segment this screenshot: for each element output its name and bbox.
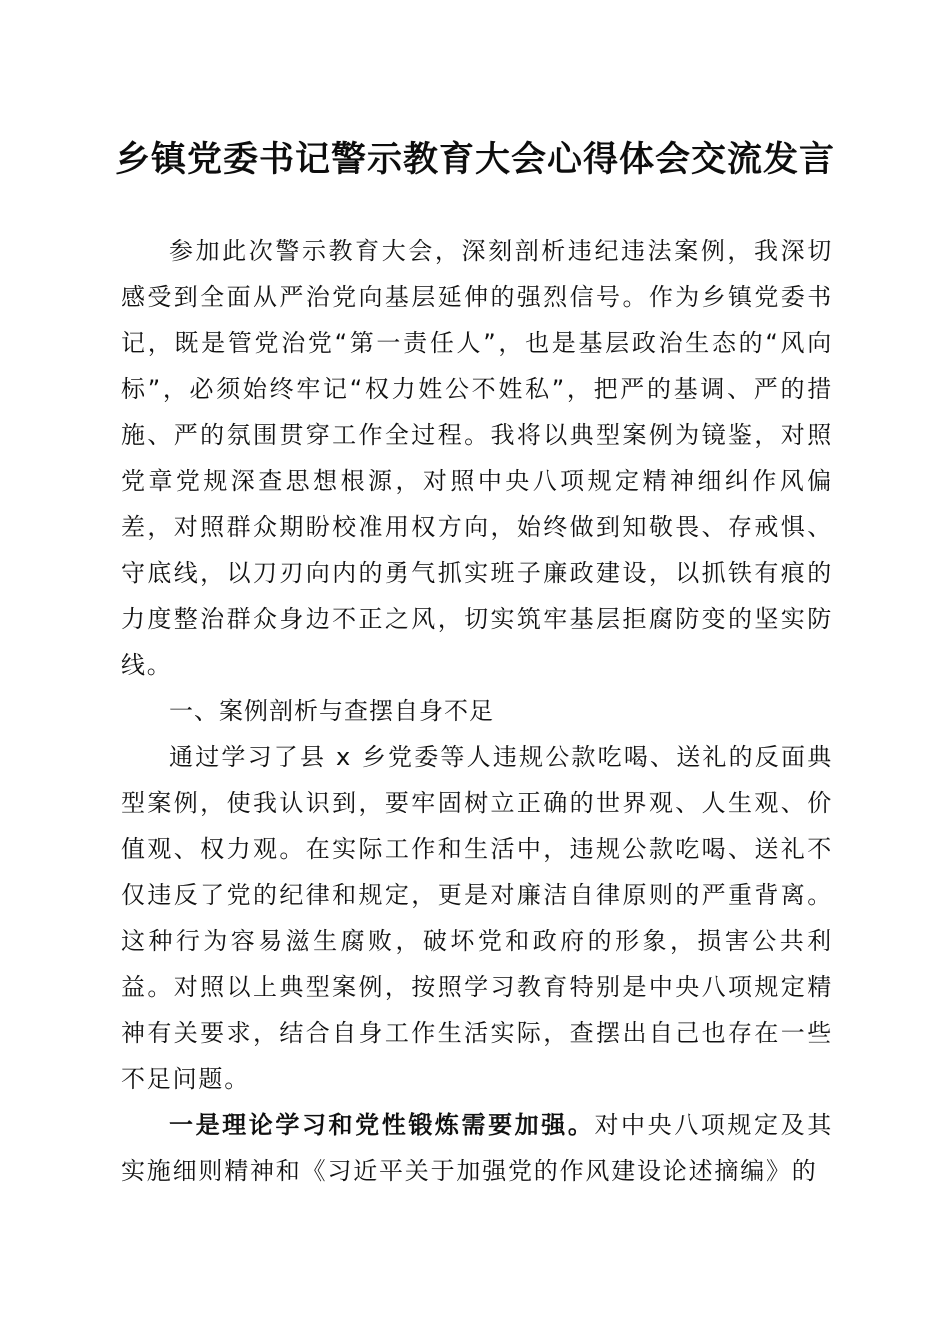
- point-one-paragraph: [121, 1102, 833, 1194]
- point-one-lead: 一是理论学习和党性锻炼需要加强。: [169, 1111, 595, 1139]
- case-analysis-paragraph: 通过学习了县 x 乡党委等人违规公款吃喝、送礼的反面典型案例，使我认识到，要牢固树立正确的世界观、人生观、价值观、权力观。在实际工作和生活中，违规公款吃喝、送礼不仅违反了党的纪律和规定，更是对廉洁自律原则的严重背离。这种行为容易滋生腐败，破坏党和政府的形象，损害公共利益。对照以上典型案例，按照学习教育特别是中央八项规定精神有关要求，结合自身工作生活实际，查摆出自己也存在一些不足问题。: [121, 743, 833, 1093]
- intro-paragraph: 参加此次警示教育大会，深刻剖析违纪违法案例，我深切感受到全面从严治党向基层延伸的强烈信号。作为乡镇党委书记，既是管党治党“第一责任人”，也是基层政治生态的“风向标”，必须始终牢记“权力姓公不姓私”，把严的基调、严的措施、严的氛围贯穿工作全过程。我将以典型案例为镜鉴，对照党章党规深查思想根源，对照中央八项规定精神细纠作风偏差，对照群众期盼校准用权方向，始终做到知敬畏、存戒惧、守底线，以刀刃向内的勇气抓实班子廉政建设，以抓铁有痕的力度整治群众身边不正之风，切实筑牢基层拒腐防变的坚实防线。: [121, 237, 833, 679]
- point-one-text: 对中央八项规定及其实施细则精神和《习近平关于加强党的作风建设论述摘编》的: [121, 1111, 833, 1185]
- document-body: [121, 228, 833, 1194]
- section-heading: 一、案例剖析与查摆自身不足: [169, 697, 494, 725]
- document-title: 乡镇党委书记警示教育大会心得体会交流发言: [114, 139, 835, 180]
